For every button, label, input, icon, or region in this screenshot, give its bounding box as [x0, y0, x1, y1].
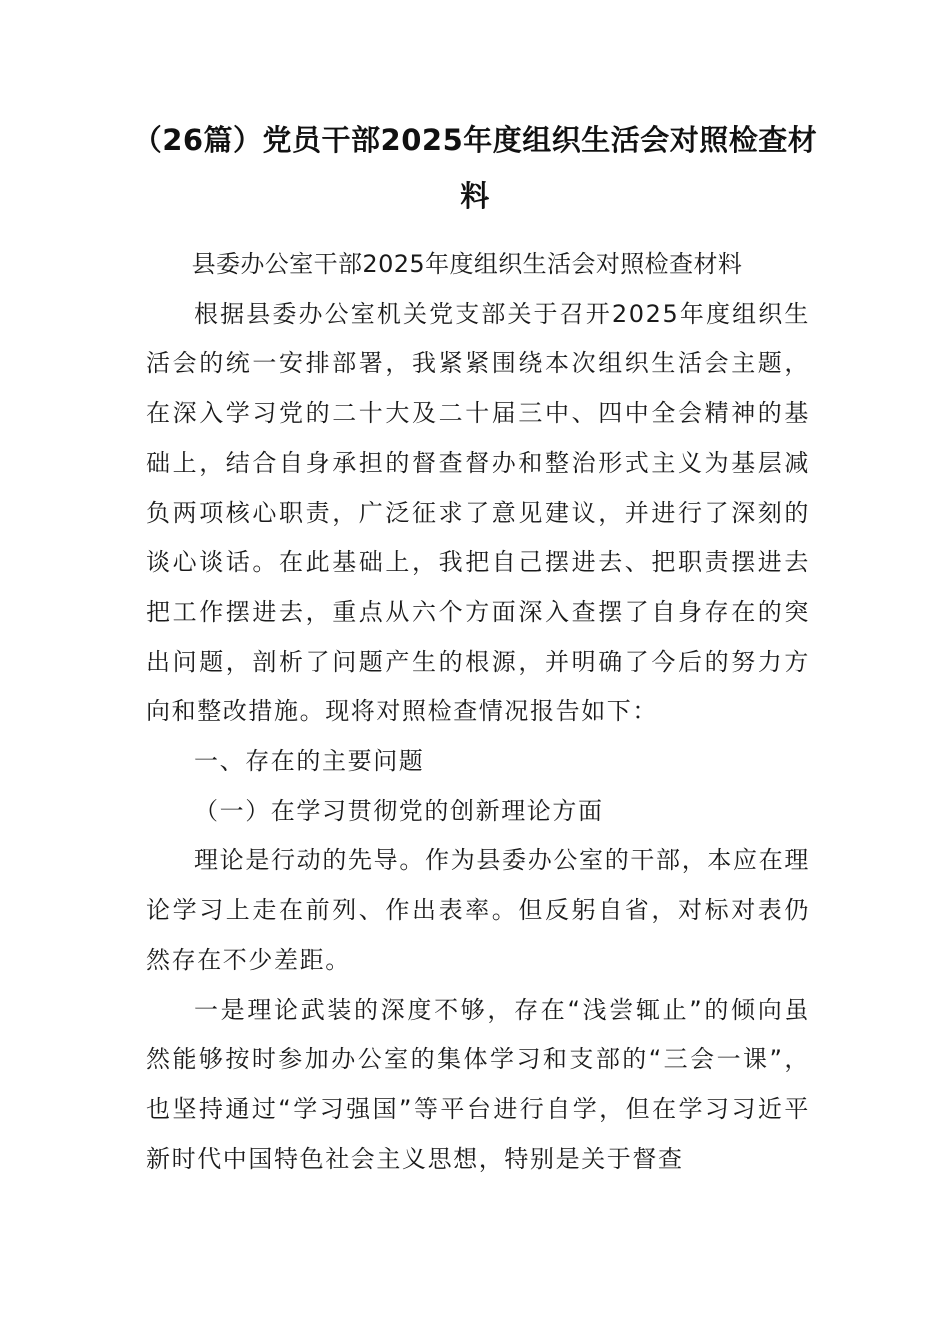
section-heading: 一、存在的主要问题 [194, 747, 425, 776]
paragraph-intro: 根据县委办公室机关党支部关于召开2025年度组织生活会的统一安排部署，我紧紧围绕本次组织生活会主题，在深入学习党的二十大及二十届三中、四中全会精神的基础上，结合自身承担的督查督办和整治形式主义为基层减负两项核心职责，广泛征求了意见建议，并进行了深刻的谈心谈话。在此基础上，我把自己摆进去、把职责摆进去把工作摆进去，重点从六个方面深入查摆了自身存在的突出问题，剖析了问题产生的根源，并明确了今后的努力方向和整改措施。现将对照检查情况报告如下： [146, 299, 810, 726]
document-subtitle: 县委办公室干部2025年度组织生活会对照检查材料 [191, 250, 743, 278]
document-title: （26篇）党员干部2025年度组织生活会对照检查材料 [132, 123, 818, 213]
subsection-heading: （一）在学习贯彻党的创新理论方面 [194, 796, 604, 825]
paragraph-point-one: 一是理论武装的深度不够，存在“浅尝辄止”的倾向虽然能够按时参加办公室的集体学习和支部的“三会一课”，也坚持通过“学习强国”等平台进行自学，但在学习习近平新时代中国特色社会主义思想，特别是关于督查 [146, 995, 810, 1173]
paragraph-theory: 理论是行动的先导。作为县委办公室的干部，本应在理论学习上走在前列、作出表率。但反躬自省，对标对表仍然存在不少差距。 [146, 846, 810, 974]
document-body [146, 240, 810, 1184]
